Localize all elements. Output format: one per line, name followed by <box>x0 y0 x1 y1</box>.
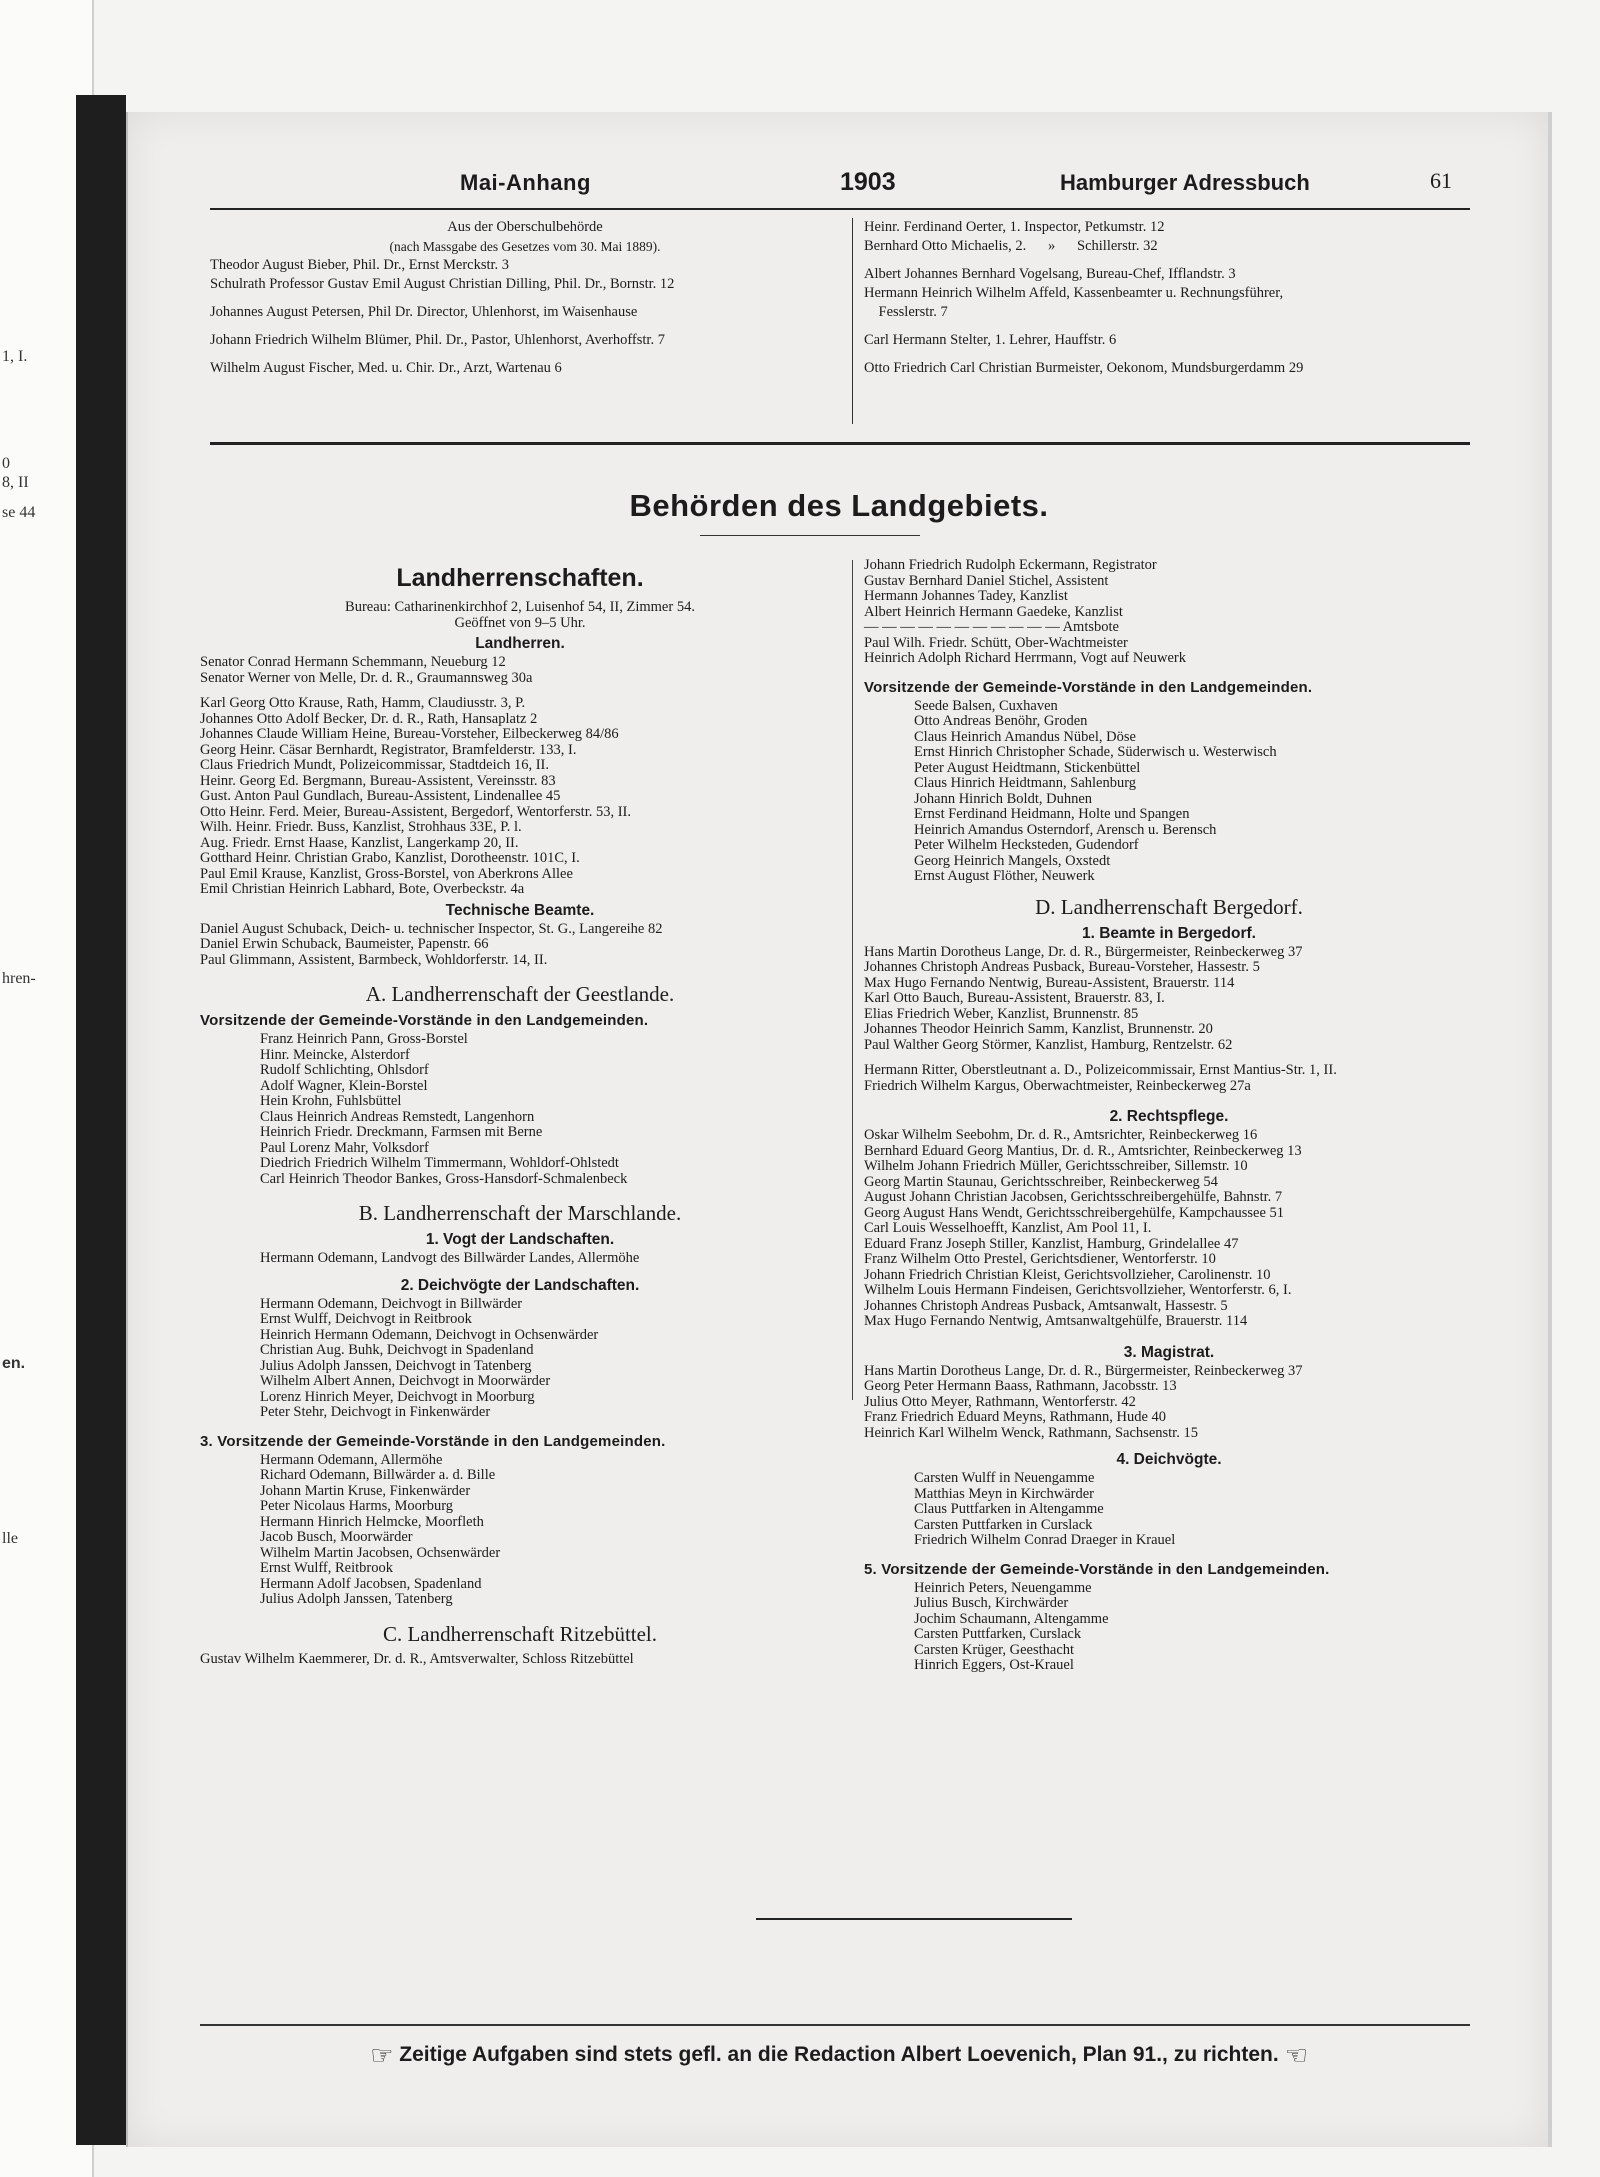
list-item: Otto Heinr. Ferd. Meier, Bureau-Assistent, Bergedorf, Wentorferstr. 53, II. <box>200 803 632 820</box>
list-item: Heinrich Peters, Neuengamme <box>914 1579 1092 1596</box>
list-item: Heinr. Georg Ed. Bergmann, Bureau-Assistent, Vereinsstr. 83 <box>200 772 556 789</box>
entry-line: Wilhelm August Fischer, Med. u. Chir. Dr., Arzt, Wartenau 6 <box>210 360 562 376</box>
list-item: Paul Emil Krause, Kanzlist, Gross-Borstel, von Aberkrons Allee <box>200 865 573 882</box>
list-item: Hermann Odemann, Landvogt des Billwärder Landes, Allermöhe <box>260 1250 640 1266</box>
list-item: Johannes Christoph Andreas Pusback, Amtsanwalt, Hassestr. 5 <box>864 1297 1228 1314</box>
list-item: Richard Odemann, Billwärder a. d. Bille <box>260 1467 496 1483</box>
list-item: Rudolf Schlichting, Ohlsdorf <box>260 1062 429 1078</box>
list-item: Jochim Schaumann, Altengamme <box>914 1610 1109 1627</box>
list-item: Franz Friedrich Eduard Meyns, Rathmann, Hude 40 <box>864 1409 1167 1425</box>
entry-line: Carl Hermann Stelter, 1. Lehrer, Hauffstr. 6 <box>864 332 1117 348</box>
header-publication-title: Hamburger Adressbuch <box>1060 170 1310 195</box>
list-item: Claus Heinrich Andreas Remstedt, Langenhorn <box>260 1108 535 1125</box>
technische-list <box>200 922 840 969</box>
margin-fragment: 0 <box>2 455 10 472</box>
footer-notice <box>210 2040 1468 2071</box>
entry-line: Otto Friedrich Carl Christian Burmeister, Oekonom, Mundsburgerdamm 29 <box>864 360 1304 376</box>
list-item: Max Hugo Fernando Nentwig, Amtsanwaltgehülfe, Brauerstr. 114 <box>864 1313 1248 1329</box>
list-item: Julius Busch, Kirchwärder <box>914 1595 1069 1611</box>
section-heading: Aus der Oberschulbehörde <box>447 219 603 235</box>
list-item: Franz Heinrich Pann, Gross-Borstel <box>260 1031 468 1047</box>
left-column <box>200 558 840 1667</box>
section-a-title: A. Landherrenschaft der Geestlande. <box>365 982 675 1006</box>
list-item: Wilhelm Louis Hermann Findeisen, Gerichtsvollzieher, Wentorferstr. 6, I. <box>864 1282 1292 1298</box>
list-item: Eduard Franz Joseph Stiller, Kanzlist, Hamburg, Grindelallee 47 <box>864 1235 1239 1252</box>
list-item: Wilhelm Martin Jacobsen, Ochsenwärder <box>260 1544 501 1561</box>
list-item: Otto Andreas Benöhr, Groden <box>914 713 1088 729</box>
section-b3-heading: 3. Vorsitzende der Gemeinde-Vorstände in den Landgemeinden. <box>200 1432 666 1450</box>
section-b2-heading: 2. Deichvögte der Landschaften. <box>400 1276 640 1294</box>
main-title: Behörden des Landgebiets. <box>629 488 1049 523</box>
list-item: Paul Lorenz Mahr, Volksdorf <box>260 1139 429 1156</box>
section-b1-heading: 1. Vogt der Landschaften. <box>425 1231 615 1248</box>
list-item: Diedrich Friedrich Wilhelm Timmermann, Wohldorf-Ohlstedt <box>260 1155 619 1171</box>
list-item: Albert Heinrich Hermann Gaedeke, Kanzlist <box>864 603 1123 620</box>
list-item: Carsten Puttfarken in Curslack <box>914 1516 1093 1533</box>
entry-line: Johannes August Petersen, Phil Dr. Director, Uhlenhorst, im Waisenhause <box>210 304 638 320</box>
entry-line: Johann Friedrich Wilhelm Blümer, Phil. Dr., Pastor, Uhlenhorst, Averhoffstr. 7 <box>210 332 665 348</box>
section-b1-list <box>200 1251 840 1267</box>
vorsitzende-list <box>864 699 1474 885</box>
list-item: Matthias Meyn in Kirchwärder <box>914 1485 1094 1502</box>
right-column <box>864 558 1474 1674</box>
section-b-title: B. Landherrenschaft der Marschlande. <box>358 1201 682 1225</box>
document-page <box>126 112 1552 2147</box>
list-item: Jacob Busch, Moorwärder <box>260 1529 413 1545</box>
list-item: Karl Otto Bauch, Bureau-Assistent, Brauerstr. 83, I. <box>864 990 1165 1006</box>
list-item: Heinrich Friedr. Dreckmann, Farmsen mit Berne <box>260 1124 543 1140</box>
list-item: Georg August Hans Wendt, Gerichtsschreibergehülfe, Kampchaussee 51 <box>864 1204 1285 1221</box>
list-item: Hans Martin Dorotheus Lange, Dr. d. R., Bürgermeister, Reinbeckerweg 37 <box>864 943 1303 960</box>
list-item: Ernst Wulff, Reitbrook <box>260 1560 393 1576</box>
header-section-label: Mai-Anhang <box>460 170 591 195</box>
list-item: Peter Nicolaus Harms, Moorburg <box>260 1498 454 1514</box>
section-a-list <box>200 1032 840 1187</box>
column-divider <box>852 218 853 424</box>
list-item: Paul Wilh. Friedr. Schütt, Ober-Wachtmeister <box>864 634 1128 651</box>
d4-heading: 4. Deichvögte. <box>1116 1451 1222 1468</box>
section-b3-list <box>200 1453 840 1608</box>
entry-line: Albert Johannes Bernhard Vogelsang, Bureau-Chef, Ifflandstr. 3 <box>864 266 1236 282</box>
list-item: Friedrich Wilhelm Kargus, Oberwachtmeister, Reinbeckerweg 27a <box>864 1077 1251 1094</box>
list-item: Ernst Wulff, Deichvogt in Reitbrook <box>260 1311 472 1327</box>
book-spine-shadow <box>76 95 126 2145</box>
section-c-title: C. Landherrenschaft Ritzebüttel. <box>382 1621 658 1646</box>
section-b2-list <box>200 1297 840 1421</box>
ritzebuettel-staff-list <box>864 558 1474 667</box>
margin-fragment: se 44 <box>2 504 36 521</box>
list-item: Elias Friedrich Weber, Kanzlist, Brunnenstr. 85 <box>864 1005 1139 1022</box>
oberschulbehoerde-section-continued <box>864 218 1474 378</box>
list-item: Georg Martin Staunau, Gerichtsschreiber, Reinbeckerweg 54 <box>864 1173 1218 1190</box>
list-item: Paul Walther Georg Störmer, Kanzlist, Hamburg, Rentzelstr. 62 <box>864 1036 1233 1053</box>
list-item: Aug. Friedr. Ernst Haase, Kanzlist, Langerkamp 20, II. <box>200 834 519 851</box>
list-item: Johannes Claude William Heine, Bureau-Vorsteher, Eilbeckerweg 84/86 <box>200 726 619 742</box>
staff-list <box>200 696 840 898</box>
landherren-heading: Landherren. <box>475 635 565 652</box>
d1-heading: 1. Beamte in Bergedorf. <box>1082 924 1256 942</box>
header-year: 1903 <box>840 168 896 196</box>
d5-list <box>864 1581 1474 1674</box>
footer-rule <box>200 2024 1470 2026</box>
d2-list <box>864 1128 1474 1330</box>
list-item: Peter Stehr, Deichvogt in Finkenwärder <box>260 1404 491 1420</box>
d3-heading: 3. Magistrat. <box>1123 1343 1215 1361</box>
list-item: Johann Friedrich Rudolph Eckermann, Registrator <box>864 557 1157 573</box>
list-item: Friedrich Wilhelm Conrad Draeger in Krauel <box>914 1532 1176 1548</box>
list-item: Hermann Odemann, Deichvogt in Billwärder <box>260 1295 523 1312</box>
list-item: August Johann Christian Jacobsen, Gerichtsschreibergehülfe, Bahnstr. 7 <box>864 1189 1283 1205</box>
list-item: Karl Georg Otto Krause, Rath, Hamm, Claudiusstr. 3, P. <box>200 695 526 711</box>
list-item: Johannes Otto Adolf Becker, Dr. d. R., Rath, Hansaplatz 2 <box>200 710 538 727</box>
bureau-line: Bureau: Catharinenkirchhof 2, Luisenhof 54, II, Zimmer 54. <box>345 599 695 615</box>
d1-list-b <box>864 1063 1474 1094</box>
list-item: Claus Hinrich Heidtmann, Sahlenburg <box>914 775 1137 791</box>
list-item: Peter Wilhelm Hecksteden, Gudendorf <box>914 837 1139 853</box>
list-item: Gustav Bernhard Daniel Stichel, Assistent <box>864 572 1109 589</box>
list-item: Carsten Puttfarken, Curslack <box>914 1626 1082 1642</box>
landherrenschaften-title: Landherrenschaften. <box>396 564 644 592</box>
vorsitzende-heading: Vorsitzende der Gemeinde-Vorstände in den Landgemeinden. <box>864 678 1313 696</box>
list-item: Daniel August Schuback, Deich- u. technischer Inspector, St. G., Langereihe 82 <box>200 920 663 937</box>
list-item: Claus Puttfarken in Altengamme <box>914 1501 1104 1517</box>
entry-line: Fesslerstr. 7 <box>864 304 948 320</box>
list-item: Carsten Krüger, Geesthacht <box>914 1641 1075 1658</box>
list-item: Gotthard Heinr. Christian Grabo, Kanzlist, Dorotheenstr. 101C, I. <box>200 850 580 866</box>
d2-heading: 2. Rechtspflege. <box>1109 1108 1229 1125</box>
list-item: Hermann Ritter, Oberstleutnant a. D., Polizeicommissair, Ernst Mantius-Str. 1, II. <box>864 1062 1337 1078</box>
list-item: Wilh. Heinr. Friedr. Buss, Kanzlist, Strohhaus 33E, P. l. <box>200 819 522 835</box>
list-item: Georg Peter Hermann Baass, Rathmann, Jacobsstr. 13 <box>864 1378 1177 1394</box>
page-header <box>210 160 1468 210</box>
list-item: Johann Martin Kruse, Finkenwärder <box>260 1482 471 1499</box>
list-item: Ernst Hinrich Christopher Schade, Süderwisch u. Westerwisch <box>914 744 1277 760</box>
oberschulbehoerde-section <box>210 218 840 378</box>
list-item: Hermann Adolf Jacobsen, Spadenland <box>260 1575 482 1592</box>
margin-fragment: 8, II <box>2 474 29 491</box>
list-item: Wilhelm Albert Annen, Deichvogt in Moorwärder <box>260 1373 551 1389</box>
pointing-hand-left-icon: ☜ <box>1284 2040 1308 2070</box>
list-item: Hein Krohn, Fuhlsbüttel <box>260 1093 402 1109</box>
list-item: Heinrich Amandus Osterndorf, Arensch u. Berensch <box>914 821 1217 838</box>
list-item: Johann Hinrich Boldt, Duhnen <box>914 790 1093 807</box>
page-number: 61 <box>1430 168 1452 193</box>
list-item: Johannes Christoph Andreas Pusback, Bureau-Vorsteher, Hassestr. 5 <box>864 959 1260 975</box>
margin-fragment: hren- <box>2 970 36 987</box>
list-item: Emil Christian Heinrich Labhard, Bote, Overbeckstr. 4a <box>200 881 525 897</box>
d1-list <box>864 945 1474 1054</box>
list-item: Hermann Johannes Tadey, Kanzlist <box>864 588 1068 604</box>
list-item: Franz Wilhelm Otto Prestel, Gerichtsdiener, Wentorferstr. 10 <box>864 1251 1216 1267</box>
list-item: Hans Martin Dorotheus Lange, Dr. d. R., Bürgermeister, Reinbeckerweg 37 <box>864 1362 1303 1379</box>
list-item: Senator Conrad Hermann Schemmann, Neueburg 12 <box>200 654 506 670</box>
list-item: Johann Friedrich Christian Kleist, Gerichtsvollzieher, Carolinenstr. 10 <box>864 1266 1271 1283</box>
list-item: Heinrich Karl Wilhelm Wenck, Rathmann, Sachsenstr. 15 <box>864 1424 1198 1441</box>
footer-text: Zeitige Aufgaben sind stets gefl. an die Redaction Albert Loevenich, Plan 91., zu richten. <box>399 2043 1279 2067</box>
list-item: Bernhard Eduard Georg Mantius, Dr. d. R., Amtsrichter, Reinbeckerweg 13 <box>864 1142 1302 1159</box>
margin-fragment: en. <box>2 1355 26 1372</box>
margin-fragment: 1, I. <box>2 348 28 365</box>
list-item: Georg Heinrich Mangels, Oxstedt <box>914 852 1111 869</box>
technische-heading: Technische Beamte. <box>445 901 595 919</box>
section-rule <box>210 442 1470 445</box>
list-item: Paul Glimmann, Assistent, Barmbeck, Wohldorferstr. 14, II. <box>200 951 548 968</box>
list-item: Heinrich Hermann Odemann, Deichvogt in Ochsenwärder <box>260 1326 599 1343</box>
landherren-list <box>200 655 840 686</box>
list-item: Gust. Anton Paul Gundlach, Bureau-Assistent, Lindenallee 45 <box>200 788 561 804</box>
list-item: Adolf Wagner, Klein-Borstel <box>260 1077 428 1094</box>
section-a-subheading: Vorsitzende der Gemeinde-Vorstände in den Landgemeinden. <box>200 1012 649 1029</box>
list-item: Wilhelm Johann Friedrich Müller, Gerichtsschreiber, Sillemstr. 10 <box>864 1158 1248 1174</box>
list-item: Lorenz Hinrich Meyer, Deichvogt in Moorburg <box>260 1388 535 1405</box>
d4-list <box>864 1471 1474 1549</box>
list-item: Georg Heinr. Cäsar Bernhardt, Registrator, Bramfelderstr. 133, I. <box>200 741 577 758</box>
entry-line: Theodor August Bieber, Phil. Dr., Ernst Merckstr. 3 <box>210 257 510 273</box>
list-item: Johannes Theodor Heinrich Samm, Kanzlist, Brunnenstr. 20 <box>864 1021 1213 1037</box>
section-subheading: (nach Massgabe des Gesetzes vom 30. Mai 1889). <box>389 239 661 254</box>
list-item: Peter August Heidtmann, Stickenbüttel <box>914 759 1141 776</box>
end-rule <box>756 1918 1072 1920</box>
d3-list <box>864 1364 1474 1442</box>
list-item: Hermann Odemann, Allermöhe <box>260 1451 443 1468</box>
list-item: Max Hugo Fernando Nentwig, Bureau-Assistent, Brauerstr. 114 <box>864 974 1235 991</box>
entry-line: Hermann Heinrich Wilhelm Affeld, Kassenbeamter u. Rechnungsführer, <box>864 285 1284 301</box>
d5-heading: 5. Vorsitzende der Gemeinde-Vorstände in den Landgemeinden. <box>864 1560 1330 1578</box>
list-item: Seede Balsen, Cuxhaven <box>914 697 1058 714</box>
section-d-title: D. Landherrenschaft Bergedorf. <box>1035 894 1303 919</box>
header-rule <box>210 208 1470 210</box>
entry-line: Bernhard Otto Michaelis, 2. » Schillerstr. 32 <box>864 238 1158 254</box>
list-item: Hinr. Meincke, Alsterdorf <box>260 1046 410 1063</box>
list-item: — — — — — — — — — — — Amtsbote <box>864 619 1119 635</box>
list-item: Heinrich Adolph Richard Herrmann, Vogt auf Neuwerk <box>864 650 1187 666</box>
entry-line: Heinr. Ferdinand Oerter, 1. Inspector, Petkumstr. 12 <box>864 219 1165 235</box>
section-c-list <box>200 1652 840 1668</box>
list-item: Hinrich Eggers, Ost-Krauel <box>914 1657 1074 1673</box>
hours-line: Geöffnet von 9–5 Uhr. <box>454 614 586 631</box>
pointing-hand-right-icon: ☞ <box>370 2040 394 2070</box>
list-item: Senator Werner von Melle, Dr. d. R., Graumannsweg 30a <box>200 669 533 686</box>
title-underline <box>700 535 920 536</box>
list-item: Christian Aug. Buhk, Deichvogt in Spadenland <box>260 1342 534 1358</box>
list-item: Ernst August Flöther, Neuwerk <box>914 868 1095 884</box>
list-item: Julius Adolph Janssen, Deichvogt in Tatenberg <box>260 1357 532 1374</box>
margin-fragment: lle <box>2 1530 18 1547</box>
list-item: Gustav Wilhelm Kaemmerer, Dr. d. R., Amtsverwalter, Schloss Ritzebüttel <box>200 1650 634 1667</box>
column-divider <box>852 560 853 1400</box>
list-item: Oskar Wilhelm Seebohm, Dr. d. R., Amtsrichter, Reinbeckerweg 16 <box>864 1127 1258 1143</box>
list-item: Julius Otto Meyer, Rathmann, Wentorferstr. 42 <box>864 1393 1136 1410</box>
list-item: Hermann Hinrich Helmcke, Moorfleth <box>260 1513 484 1530</box>
list-item: Daniel Erwin Schuback, Baumeister, Papenstr. 66 <box>200 936 489 952</box>
list-item: Carsten Wulff in Neuengamme <box>914 1470 1095 1486</box>
list-item: Claus Heinrich Amandus Nübel, Döse <box>914 728 1136 745</box>
list-item: Carl Louis Wesselhoefft, Kanzlist, Am Pool 11, I. <box>864 1220 1152 1236</box>
list-item: Ernst Ferdinand Heidmann, Holte und Spangen <box>914 806 1190 822</box>
list-item: Claus Friedrich Mundt, Polizeicommissar, Stadtdeich 16, II. <box>200 757 549 773</box>
list-item: Carl Heinrich Theodor Bankes, Gross-Hansdorf-Schmalenbeck <box>260 1170 628 1187</box>
list-item: Julius Adolph Janssen, Tatenberg <box>260 1591 453 1607</box>
entry-line: Schulrath Professor Gustav Emil August Christian Dilling, Phil. Dr., Bornstr. 12 <box>210 276 675 292</box>
